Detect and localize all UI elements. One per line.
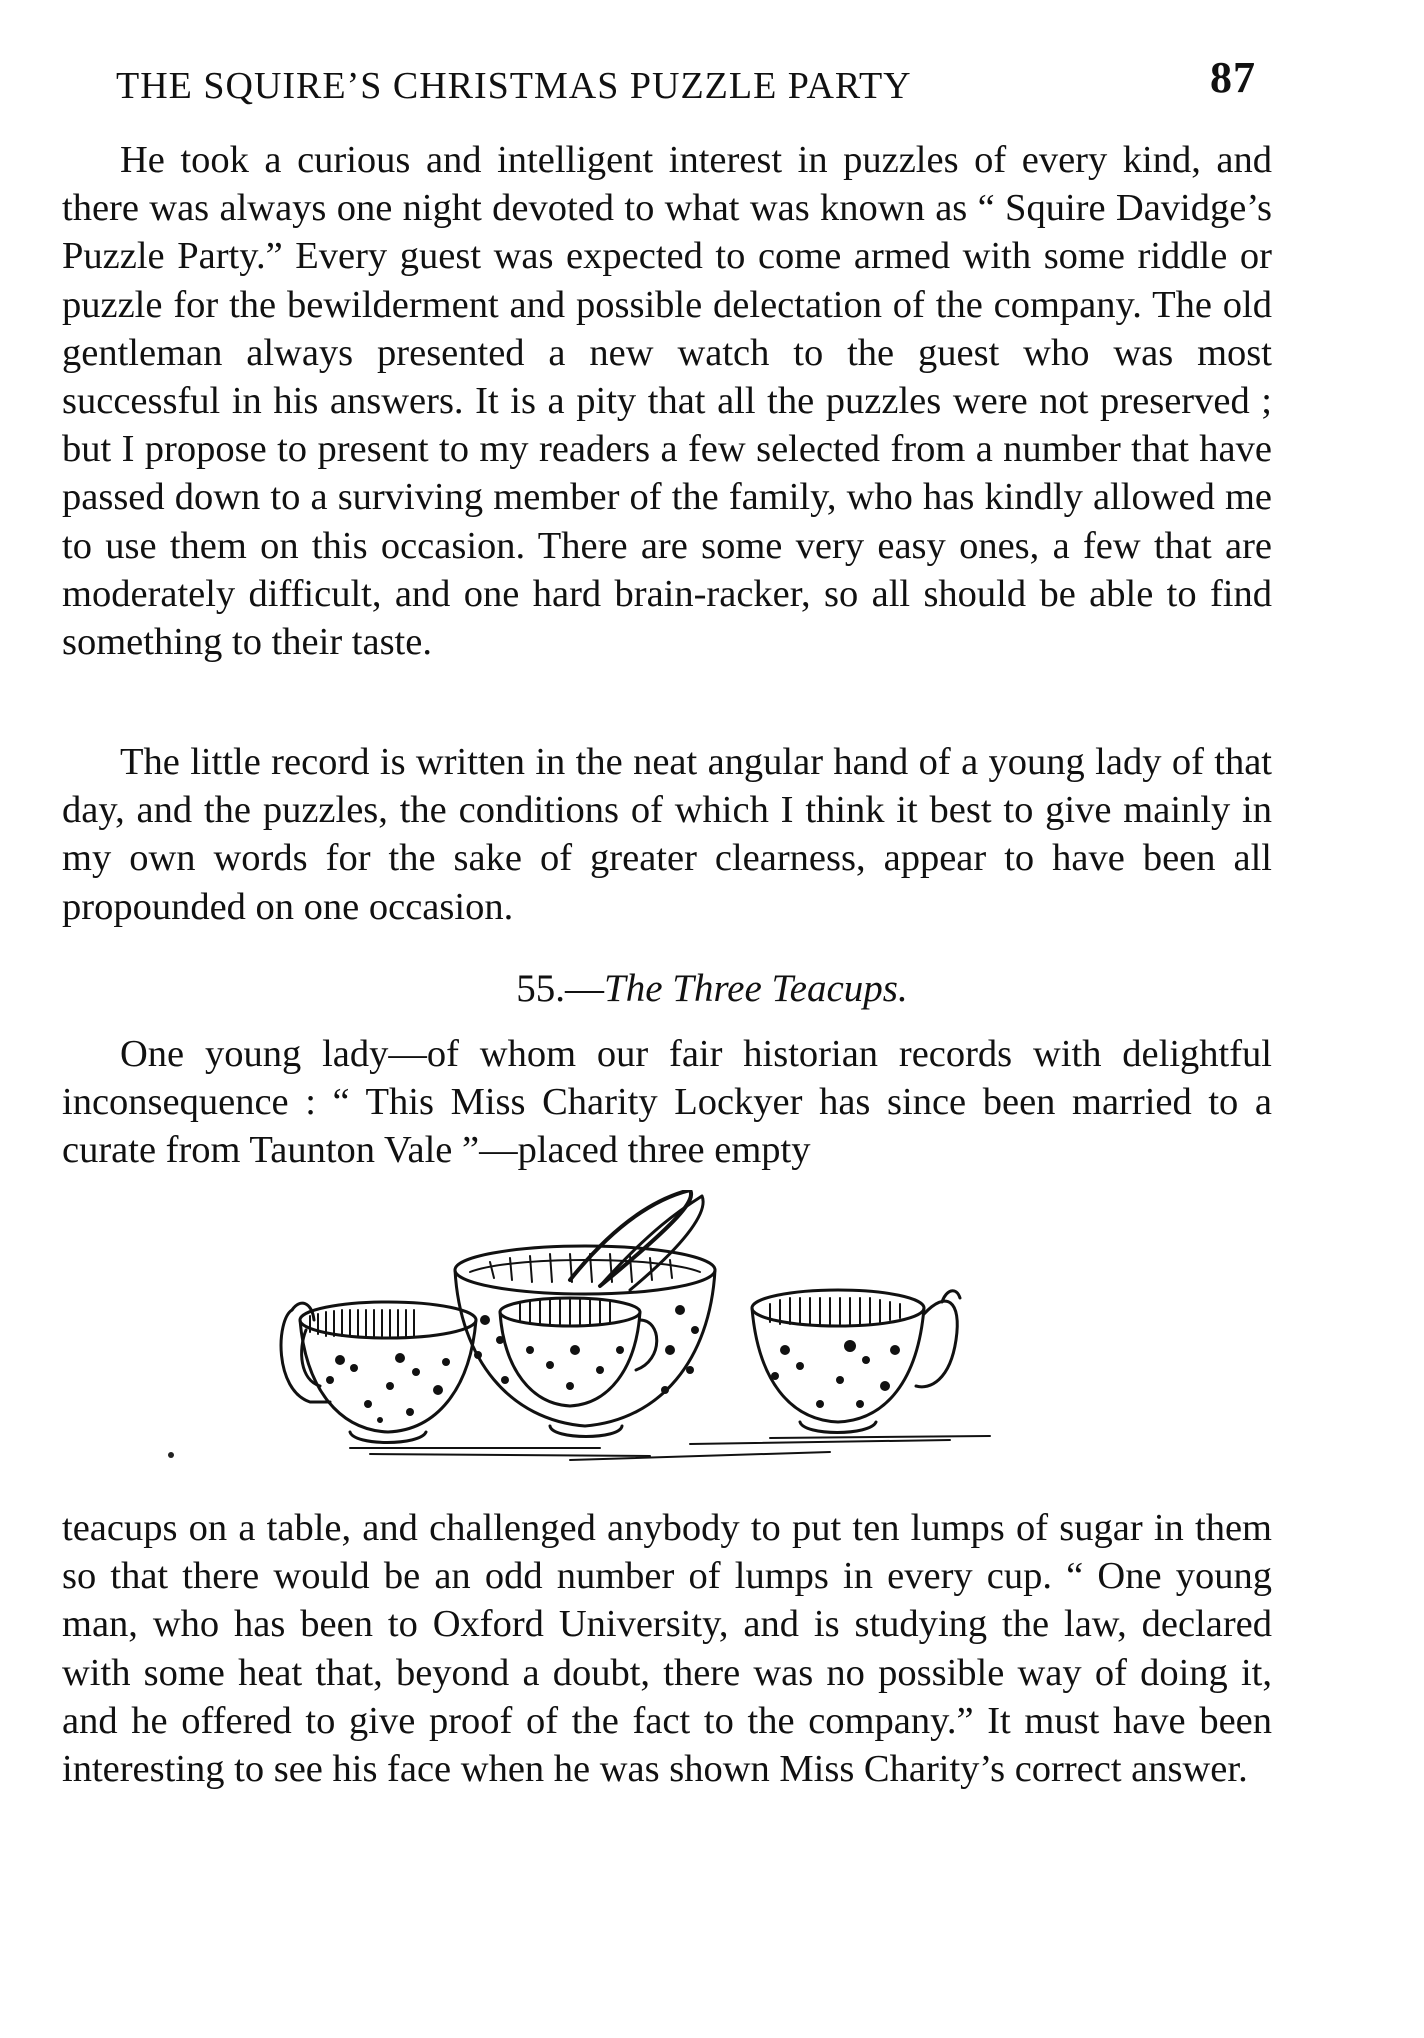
puzzle-continued-paragraph: teacups on a table, and challenged anybody to put ten lumps of sugar in them so that there would be an odd number of lumps in every cup. “ One young man, who has been to Oxford University, and is studying the law, declared with some heat that, beyond a doubt, there was no possible way of doing it, and he offered to give proof of the fact to the company.” It must have been interesting to see his face when he was shown Miss Charity’s correct answer.: [62, 1507, 1272, 1791]
inner-teacup: [500, 1298, 657, 1406]
puzzle-heading: [0, 966, 1424, 1011]
puzzle-title: The Three Teacups.: [604, 967, 908, 1010]
intro-paragraph-block: [62, 136, 1272, 666]
right-teacup: [752, 1290, 960, 1433]
three-teacups-illustration: [270, 1190, 1100, 1490]
print-speck: [168, 1452, 174, 1458]
record-paragraph: The little record is written in the neat angular hand of a young lady of that day, and the puzzles, the conditions of which I think it best to give mainly in my own words for the sake of greater clearness, appear to have been all propounded on one occasion.: [62, 741, 1272, 928]
middle-bowl: [455, 1190, 715, 1437]
left-teacup: [281, 1302, 476, 1443]
chapter-title: THE SQUIRE’S CHRISTMAS PUZZLE PARTY: [116, 65, 912, 107]
puzzle-continued-block: [62, 1504, 1272, 1793]
intro-paragraph: He took a curious and intelligent interest in puzzles of every kind, and there was always one night devoted to what was known as “ Squire Davidge’s Puzzle Party.” Every guest was expected to come armed with some riddle or puzzle for the bewilderment and possible delectation of the company. The old gentleman always presented a new watch to the guest who was most successful in his answers. It is a pity that all the puzzles were not preserved ; but I propose to present to my readers a few selected from a number that have passed down to a surviving member of the family, who has kindly allowed me to use them on this occasion. There are some very easy ones, a few that are moderately difficult, and one hard brain-racker, so all should be able to find something to their taste.: [62, 139, 1272, 664]
puzzle-number: 55.—: [516, 967, 605, 1010]
running-head: [116, 52, 1256, 116]
page-number: 87: [1210, 53, 1256, 102]
table-shading: [350, 1436, 990, 1460]
record-paragraph-block: [62, 738, 1272, 931]
puzzle-intro-block: [62, 1030, 1272, 1175]
puzzle-intro-paragraph: One young lady—of whom our fair historian records with delightful inconsequence : “ This Miss Charity Lockyer has since been married to a curate from Taunton Vale ”—placed three empty: [62, 1033, 1272, 1172]
